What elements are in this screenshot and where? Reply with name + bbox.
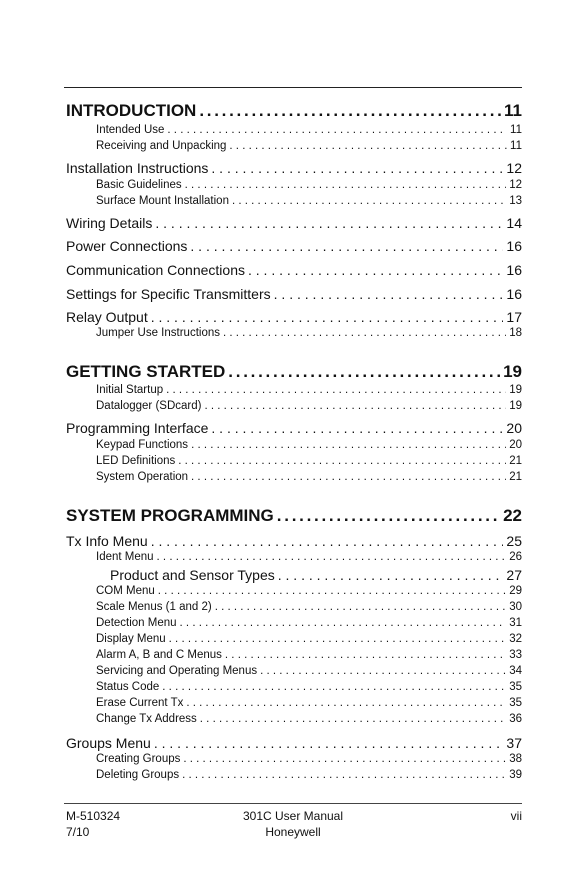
toc-entry-label: LED Definitions xyxy=(96,455,176,467)
footer-date: 7/10 xyxy=(66,825,90,839)
dot-leader xyxy=(162,681,506,693)
toc-entry-label: Creating Groups xyxy=(96,753,181,765)
dot-leader xyxy=(151,309,504,325)
dot-leader xyxy=(204,400,506,412)
toc-entry[interactable] xyxy=(66,160,522,176)
dot-leader xyxy=(158,585,506,597)
toc-entry[interactable] xyxy=(66,506,522,526)
dot-leader xyxy=(166,384,506,396)
dot-leader xyxy=(191,439,506,451)
toc-entry-page: 18 xyxy=(509,327,522,339)
toc-entry-page: 21 xyxy=(509,455,522,467)
toc-entry[interactable] xyxy=(96,455,522,467)
toc-entry[interactable] xyxy=(96,400,522,412)
dot-leader xyxy=(186,697,506,709)
toc-entry[interactable] xyxy=(66,262,522,278)
toc-entry-page: 16 xyxy=(506,262,522,278)
toc-entry-page: 14 xyxy=(506,215,522,231)
toc-entry-page: 13 xyxy=(509,195,522,207)
toc-entry[interactable] xyxy=(96,140,522,152)
toc-entry-page: 34 xyxy=(509,665,522,677)
toc-entry-label: Status Code xyxy=(96,681,160,693)
dot-leader xyxy=(225,649,506,661)
toc-entry[interactable] xyxy=(66,420,522,436)
toc-entry-page: 35 xyxy=(509,681,522,693)
toc-entry-label: Alarm A, B and C Menus xyxy=(96,649,222,661)
dot-leader xyxy=(180,617,507,629)
toc-entry-label: Programming Interface xyxy=(66,420,209,436)
toc-entry-page: 11 xyxy=(504,101,522,120)
dot-leader xyxy=(211,160,503,176)
toc-entry[interactable] xyxy=(96,439,522,451)
dot-leader xyxy=(278,567,504,583)
dot-leader xyxy=(232,195,506,207)
toc-entry[interactable] xyxy=(96,551,522,563)
toc-entry-page: 17 xyxy=(506,309,522,325)
toc-entry[interactable] xyxy=(96,327,522,339)
toc-entry-label: Change Tx Address xyxy=(96,713,197,725)
toc-entry[interactable] xyxy=(96,617,522,629)
toc-entry-label: Product and Sensor Types xyxy=(110,567,275,583)
toc-entry-page: 11 xyxy=(510,124,522,136)
toc-entry-label: Ident Menu xyxy=(96,551,154,563)
toc-entry-label: Tx Info Menu xyxy=(66,533,148,549)
toc-entry[interactable] xyxy=(96,665,522,677)
top-rule xyxy=(64,87,522,88)
toc-entry[interactable] xyxy=(96,601,522,613)
toc-entry[interactable] xyxy=(66,286,522,302)
toc-entry[interactable] xyxy=(110,567,522,583)
dot-leader xyxy=(154,735,504,751)
footer-rule xyxy=(64,803,522,804)
toc-entry-label: Intended Use xyxy=(96,124,165,136)
toc-entry-page: 29 xyxy=(509,585,522,597)
toc-entry-page: 31 xyxy=(509,617,522,629)
dot-leader xyxy=(182,769,506,781)
dot-leader xyxy=(157,551,507,563)
toc-entry-label: Basic Guidelines xyxy=(96,179,182,191)
dot-leader xyxy=(228,362,500,382)
footer-page-number: vii xyxy=(510,809,522,823)
toc-entry-page: 19 xyxy=(509,384,522,396)
toc-entry[interactable] xyxy=(96,585,522,597)
dot-leader xyxy=(155,215,503,231)
toc-entry-label: Installation Instructions xyxy=(66,160,209,176)
toc-entry[interactable] xyxy=(96,697,522,709)
toc-entry-page: 39 xyxy=(509,769,522,781)
toc-entry-page: 38 xyxy=(509,753,522,765)
dot-leader xyxy=(190,238,503,254)
toc-entry-label: Jumper Use Instructions xyxy=(96,327,220,339)
dot-leader xyxy=(151,533,504,549)
toc-entry-label: Detection Menu xyxy=(96,617,177,629)
toc-entry-label: Wiring Details xyxy=(66,215,153,231)
toc-entry-page: 35 xyxy=(509,697,522,709)
toc-entry-label: Receiving and Unpacking xyxy=(96,140,227,152)
toc-entry-label: Deleting Groups xyxy=(96,769,180,781)
toc-entry-page: 26 xyxy=(509,551,522,563)
toc-entry[interactable] xyxy=(96,384,522,396)
toc-entry-page: 20 xyxy=(509,439,522,451)
toc-entry-label: System Operation xyxy=(96,471,189,483)
toc-entry-page: 20 xyxy=(506,420,522,436)
toc-entry-label: Relay Output xyxy=(66,309,148,325)
toc-entry-page: 25 xyxy=(506,533,522,549)
toc-entry[interactable] xyxy=(96,179,522,191)
toc-entry-label: Surface Mount Installation xyxy=(96,195,229,207)
toc-entry[interactable] xyxy=(96,713,522,725)
footer-title: 301C User Manual xyxy=(242,809,344,823)
toc-entry-page: 16 xyxy=(506,286,522,302)
toc-entry[interactable] xyxy=(96,195,522,207)
dot-leader xyxy=(277,506,500,526)
toc-entry-page: 11 xyxy=(510,140,522,152)
toc-entry-page: 30 xyxy=(509,601,522,613)
toc-entry[interactable] xyxy=(66,238,522,254)
toc-entry-page: 12 xyxy=(509,179,522,191)
toc-entry[interactable] xyxy=(96,753,522,765)
toc-entry[interactable] xyxy=(96,681,522,693)
toc-entry-label: Keypad Functions xyxy=(96,439,189,451)
toc-entry-label: Scale Menus (1 and 2) xyxy=(96,601,212,613)
dot-leader xyxy=(274,286,504,302)
dot-leader xyxy=(199,101,501,121)
toc-entry-page: 16 xyxy=(506,238,522,254)
toc-entry-page: 19 xyxy=(503,362,522,381)
toc-entry-page: 27 xyxy=(506,567,522,583)
dot-leader xyxy=(200,713,506,725)
dot-leader xyxy=(248,262,503,278)
toc-entry-label: Display Menu xyxy=(96,633,166,645)
toc-entry-page: 33 xyxy=(509,649,522,661)
toc-entry-label: Communication Connections xyxy=(66,262,245,278)
toc-entry-page: 21 xyxy=(509,471,522,483)
dot-leader xyxy=(191,471,506,483)
toc-entry-label: Groups Menu xyxy=(66,735,151,751)
toc-entry-label: Erase Current Tx xyxy=(96,697,184,709)
toc-entry[interactable] xyxy=(66,735,522,751)
toc-entry-page: 32 xyxy=(509,633,522,645)
dot-leader xyxy=(167,124,507,136)
toc-entry[interactable] xyxy=(66,362,522,382)
toc-entry-label: Power Connections xyxy=(66,238,188,254)
dot-leader xyxy=(185,179,507,191)
dot-leader xyxy=(183,753,506,765)
toc-entry-label: Servicing and Operating Menus xyxy=(96,665,258,677)
dot-leader xyxy=(215,601,507,613)
toc-entry[interactable] xyxy=(96,124,522,136)
toc-entry-label: Datalogger (SDcard) xyxy=(96,400,202,412)
toc-entry[interactable] xyxy=(66,101,522,121)
dot-leader xyxy=(223,327,506,339)
toc-entry-page: 19 xyxy=(509,400,522,412)
toc-entry[interactable] xyxy=(96,769,522,781)
toc-entry-page: 36 xyxy=(509,713,522,725)
toc-entry[interactable] xyxy=(96,649,522,661)
toc-entry-label: Initial Startup xyxy=(96,384,164,396)
toc-entry[interactable] xyxy=(66,533,522,549)
dot-leader xyxy=(169,633,507,645)
dot-leader xyxy=(211,420,503,436)
toc-entry-page: 22 xyxy=(503,506,522,525)
dot-leader xyxy=(260,665,506,677)
toc-entry-label: Settings for Specific Transmitters xyxy=(66,286,271,302)
toc-entry-label: GETTING STARTED xyxy=(66,362,226,381)
toc-entry-label: SYSTEM PROGRAMMING xyxy=(66,506,274,525)
footer-doc-number: M-510324 xyxy=(66,809,121,823)
dot-leader xyxy=(178,455,506,467)
toc-entry-page: 12 xyxy=(506,160,522,176)
toc-entry[interactable] xyxy=(96,471,522,483)
footer-company: Honeywell xyxy=(265,825,321,839)
toc-entry-label: COM Menu xyxy=(96,585,155,597)
toc-entry-page: 37 xyxy=(506,735,522,751)
toc-entry-label: INTRODUCTION xyxy=(66,101,197,120)
dot-leader xyxy=(229,140,507,152)
toc-entry[interactable] xyxy=(96,633,522,645)
toc-entry[interactable] xyxy=(66,215,522,231)
toc-entry[interactable] xyxy=(66,309,522,325)
